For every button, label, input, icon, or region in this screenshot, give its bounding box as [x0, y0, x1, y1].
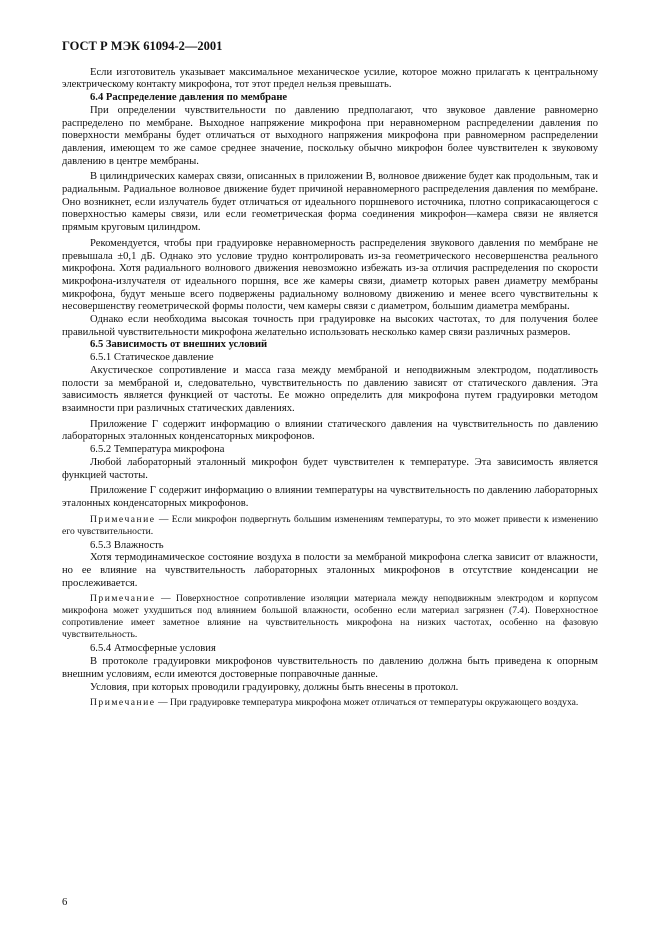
- paragraph: Приложение Г содержит информацию о влиянии статического давления на чувствительность по давлению лабораторных эталонных конденсаторных микрофонов.: [62, 418, 598, 443]
- note: [62, 697, 598, 709]
- paragraph: В цилиндрических камерах связи, описанных в приложении В, волновое движение будет как продольным, так и радиальным. Радиальное волновое движение будет причиной неравномерного распределения давления по мембране. Оно возникнет, если излучатель будет отличаться от идеального поршневого источника, плотно соприкасающегося с поверхностью камеры связи, или если геометрическая форма соединения микрофон—камера связи не является прямым круговым цилиндром.: [62, 171, 598, 234]
- note-label: Примечание: [90, 697, 156, 709]
- section-6-5-1-title: 6.5.1 Статическое давление: [90, 352, 214, 364]
- section-6-5-2-title: 6.5.2 Температура микрофона: [90, 444, 225, 456]
- document-page: [62, 40, 598, 711]
- note: [62, 593, 598, 641]
- paragraph: Любой лабораторный эталонный микрофон будет чувствителен к температуре. Эта зависимость является функцией частоты.: [62, 456, 598, 481]
- section-6-5-title: 6.5 Зависимость от внешних условий: [90, 339, 268, 351]
- note-label: Примечание: [90, 513, 156, 525]
- paragraph: Рекомендуется, чтобы при градуировке неравномерность распределения звукового давления по мембране не превышала ±0,1 дБ. Однако это условие трудно контролировать из-за геометрического несовершенства реального микрофона. Хотя радиального волнового движения невозможно избежать из-за отличия распределения по скорости микрофона-излучателя от идеального поршня, все же камеры связи, диаметр которых равен диаметру мембраны микрофона, будут меньше всего подвержены радиальному волновому движению и менее всего чувствительны к несовершенству геометрической формы полости, чем камеры связи с диаметром, большим диаметра мембраны.: [62, 237, 598, 313]
- paragraph: Акустическое сопротивление и масса газа между мембраной и неподвижным электродом, податливость полости за мембраной и, следовательно, чувствительность по давлению зависят от статического давления. Эта зависимость является функцией от частоты. Ее можно определить для микрофона путем градуировки методом взаимности при различных статических давлениях.: [62, 364, 598, 414]
- paragraph: Приложение Г содержит информацию о влиянии температуры на чувствительность по давлению лабораторных эталонных конденсаторных микрофонов.: [62, 485, 598, 509]
- document-header: ГОСТ Р МЭК 61094-2—2001: [62, 39, 223, 53]
- note-text: — При градуировке температура микрофона может отличаться от температуры окружающего воздуха.: [157, 697, 579, 709]
- note-text: — Если микрофон подвергнуть большим изменениям температуры, то это может привести к изменению его чувствительности.: [62, 513, 598, 537]
- note-label: Примечание: [90, 593, 156, 605]
- paragraph: Хотя термодинамическое состояние воздуха в полости за мембраной микрофона слегка зависит от влажности, но ее влияние на чувствительность лабораторных эталонных микрофонов в отсутствие конденсации не прослеживается.: [62, 552, 598, 589]
- paragraph: Если изготовитель указывает максимальное механическое усилие, которое можно прилагать к центральному электрическому контакту микрофона, тот этот предел нельзя превышать.: [62, 66, 598, 91]
- section-6-5-3-title: 6.5.3 Влажность: [90, 539, 164, 551]
- paragraph: При определении чувствительности по давлению предполагают, что звуковое давление равномерно распределено по мембране. Выходное напряжение микрофона при неравномерном распределении давления по поверхности мембраны будет отличаться от выходного напряжения микрофона при равномерном распределении давления, имеющем то же самое среднее значение, поскольку обычно микрофон более чувствителен к звуковому давлению в центре мембраны.: [62, 104, 598, 167]
- paragraph: Однако если необходима высокая точность при градуировке на высоких частотах, то для получения более правильной чувствительности микрофона желательно использовать несколько камер связи различных размеров.: [62, 314, 598, 338]
- note: [62, 514, 598, 538]
- note-text: — Поверхностное сопротивление изоляции материала между неподвижным электродом и корпусом микрофона может ухудшиться под влиянием большой влажности, особенно если материал загрязнен (7.4). Поверхностное сопротивление имеет заметное влияние на чувствительность микрофона на низких частотах, особенно на фазовую чувствительность.: [62, 593, 598, 641]
- paragraph: Условия, при которых проводили градуировку, должны быть внесены в протокол.: [90, 681, 459, 693]
- page-number: 6: [62, 897, 68, 908]
- section-6-5-4-title: 6.5.4 Атмосферные условия: [90, 643, 216, 655]
- section-6-4-title: 6.4 Распределение давления по мембране: [90, 92, 288, 104]
- paragraph: В протоколе градуировки микрофонов чувствительность по давлению должна быть приведена к опорным внешним условиям, если имеются достоверные поправочные данные.: [62, 656, 598, 680]
